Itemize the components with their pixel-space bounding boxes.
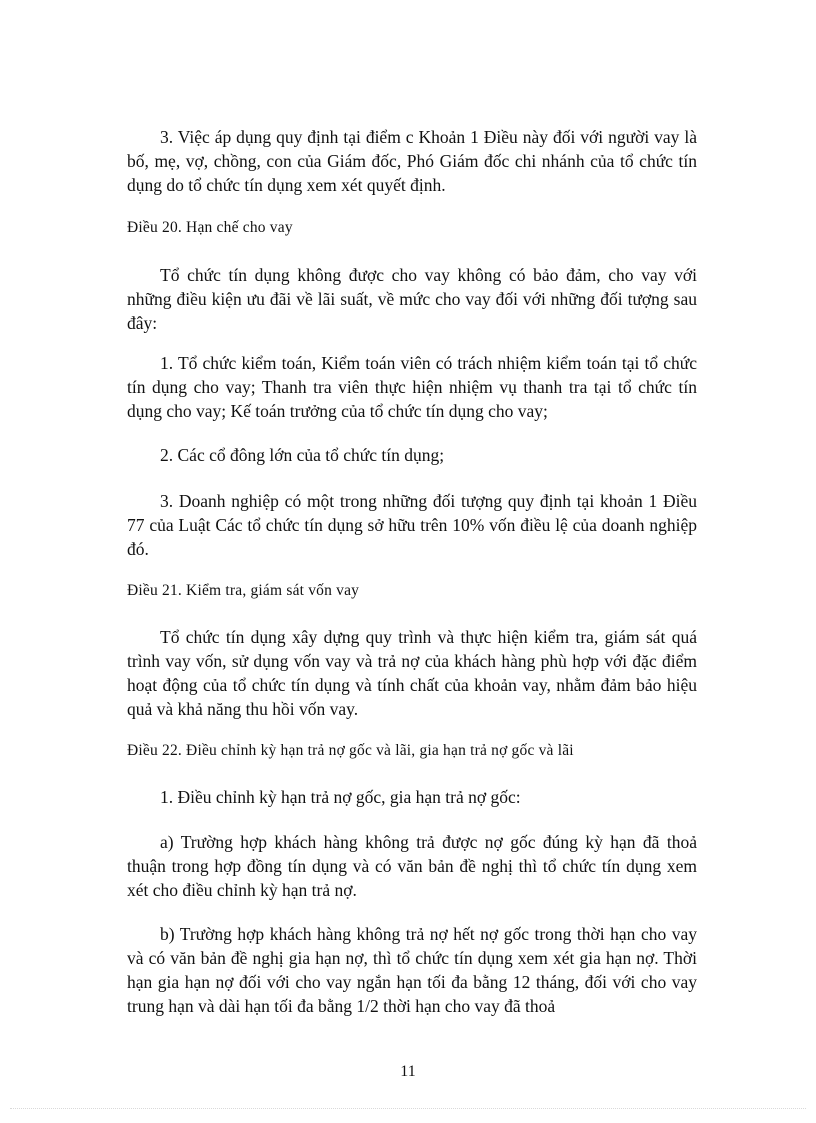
article-20-item-1: 1. Tổ chức kiểm toán, Kiểm toán viên có trách nhiệm kiểm toán tại tổ chức tín dụng cho vay; Thanh tra viên thực hiện nhiệm vụ thanh tra tại tổ chức tín dụng cho vay; Kế toán trưởng của tổ chức tín dụng cho vay;	[127, 353, 697, 421]
article-22-item-1: 1. Điều chỉnh kỳ hạn trả nợ gốc, gia hạn trả nợ gốc:	[160, 787, 521, 807]
article-21-heading: Điều 21. Kiểm tra, giám sát vốn vay	[127, 582, 360, 599]
article-20-item-3: 3. Doanh nghiệp có một trong những đối tượng quy định tại khoản 1 Điều 77 của Luật Các tổ chức tín dụng sở hữu trên 10% vốn điều lệ của doanh nghiệp đó.	[127, 491, 697, 559]
article-21-paragraph: Tổ chức tín dụng xây dựng quy trình và thực hiện kiểm tra, giám sát quá trình vay vốn, sử dụng vốn vay và trả nợ của khách hàng phù hợp với đặc điểm hoạt động của tổ chức tín dụng và tính chất của khoản vay, nhằm đảm bảo hiệu quả và khả năng thu hồi vốn vay.	[127, 627, 697, 719]
article-20-item-2: 2. Các cổ đông lớn của tổ chức tín dụng;	[160, 445, 445, 465]
paragraph-clause-3: 3. Việc áp dụng quy định tại điểm c Khoản 1 Điều này đối với người vay là bố, mẹ, vợ, chồng, con của Giám đốc, Phó Giám đốc chi nhánh của tổ chức tín dụng do tổ chức tín dụng xem xét quyết định.	[127, 127, 697, 195]
article-22-item-1b: b) Trường hợp khách hàng không trả nợ hết nợ gốc trong thời hạn cho vay và có văn bản đề nghị gia hạn nợ, thì tổ chức tín dụng xem xét gia hạn nợ. Thời hạn gia hạn nợ đối với cho vay ngắn hạn tối đa bằng 12 tháng, đối với cho vay trung hạn và dài hạn tối đa bằng 1/2 thời hạn cho vay đã thoả	[127, 924, 697, 1016]
article-20-heading: Điều 20. Hạn chế cho vay	[127, 219, 293, 236]
article-22-heading: Điều 22. Điều chỉnh kỳ hạn trả nợ gốc và lãi, gia hạn trả nợ gốc và lãi	[127, 742, 574, 759]
article-22-item-1a: a) Trường hợp khách hàng không trả được nợ gốc đúng kỳ hạn đã thoả thuận trong hợp đồng tín dụng và có văn bản đề nghị thì tổ chức tín dụng xem xét cho điều chỉnh kỳ hạn trả nợ.	[127, 832, 697, 900]
article-20-intro-paragraph: Tổ chức tín dụng không được cho vay không có bảo đảm, cho vay với những điều kiện ưu đãi về lãi suất, về mức cho vay đối với những đối tượng sau đây:	[127, 265, 697, 333]
page-number: 11	[400, 1063, 416, 1080]
page-bottom-divider	[10, 1108, 806, 1109]
